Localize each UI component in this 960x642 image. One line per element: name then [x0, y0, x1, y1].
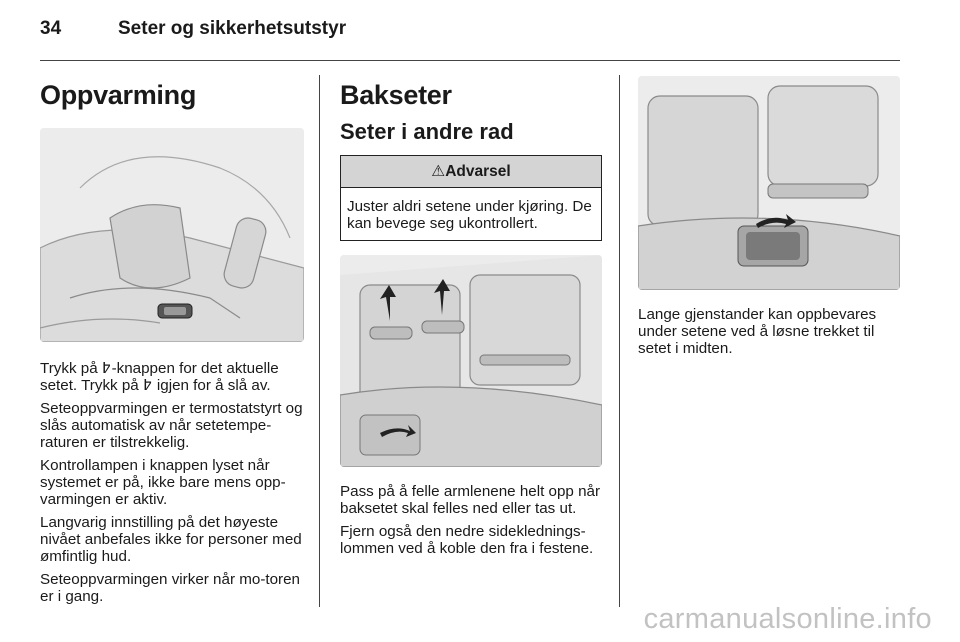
rear-seat-figure	[340, 255, 602, 467]
paragraph: Trykk på ߈-knappen for det aktuelle setet. Trykk på ߈ igjen for å slå av.	[40, 360, 279, 394]
rear-seat-armrest-illustration	[340, 255, 602, 467]
warning-title: Advarsel	[445, 163, 511, 180]
paragraph: Kontrollampen i knappen lyset når systemet er på, ikke bare mens opp-varmingen er aktiv.	[40, 457, 286, 508]
chapter-title: Seter og sikkerhetsutstyr	[118, 18, 347, 39]
section-heading-oppvarming: Oppvarming	[40, 80, 197, 110]
paragraph: Pass på å felle armlenene helt opp når baksetet skal felles ned eller tas ut.	[340, 483, 601, 517]
rear-seat-text	[340, 483, 602, 557]
under-seat-storage-illustration	[638, 76, 900, 290]
seat-heating-figure	[40, 128, 304, 342]
paragraph: Seteoppvarmingen er termostatstyrt og slås automatisk av når setetempe-raturen er tilstrekkelig.	[40, 400, 303, 451]
column-divider-1	[319, 75, 320, 607]
column-seat-heating	[40, 68, 304, 611]
subsection-heading: Seter i andre rad	[340, 119, 514, 144]
warning-header	[341, 156, 601, 188]
paragraph: Lange gjenstander kan oppbevares under setene ved å løsne trekket til setet i midten.	[638, 306, 877, 357]
warning-text: Juster aldri setene under kjøring. De kan bevege seg ukontrollert.	[347, 198, 592, 232]
under-seat-storage-figure	[638, 76, 900, 290]
column-storage	[638, 68, 900, 363]
paragraph: Seteoppvarmingen virker når mo-toren er i gang.	[40, 571, 300, 605]
paragraph: Fjern også den nedre sideklednings-lommen ved å koble den fra i festene.	[340, 523, 594, 557]
page-header	[40, 18, 346, 40]
seat-heating-text	[40, 360, 304, 605]
page-number: 34	[40, 18, 62, 39]
header-divider	[40, 60, 900, 61]
section-heading-bakseter: Bakseter	[340, 80, 452, 110]
column-rear-seats	[340, 68, 602, 563]
watermark: carmanualsonline.info	[643, 603, 932, 635]
column-divider-2	[619, 75, 620, 607]
storage-text	[638, 306, 900, 357]
warning-triangle-icon: ⚠	[431, 163, 446, 180]
seat-heating-button-illustration	[40, 128, 304, 342]
warning-box	[340, 155, 602, 241]
paragraph: Langvarig innstilling på det høyeste nivået anbefales ikke for personer med ømfintlig hud.	[40, 514, 302, 565]
